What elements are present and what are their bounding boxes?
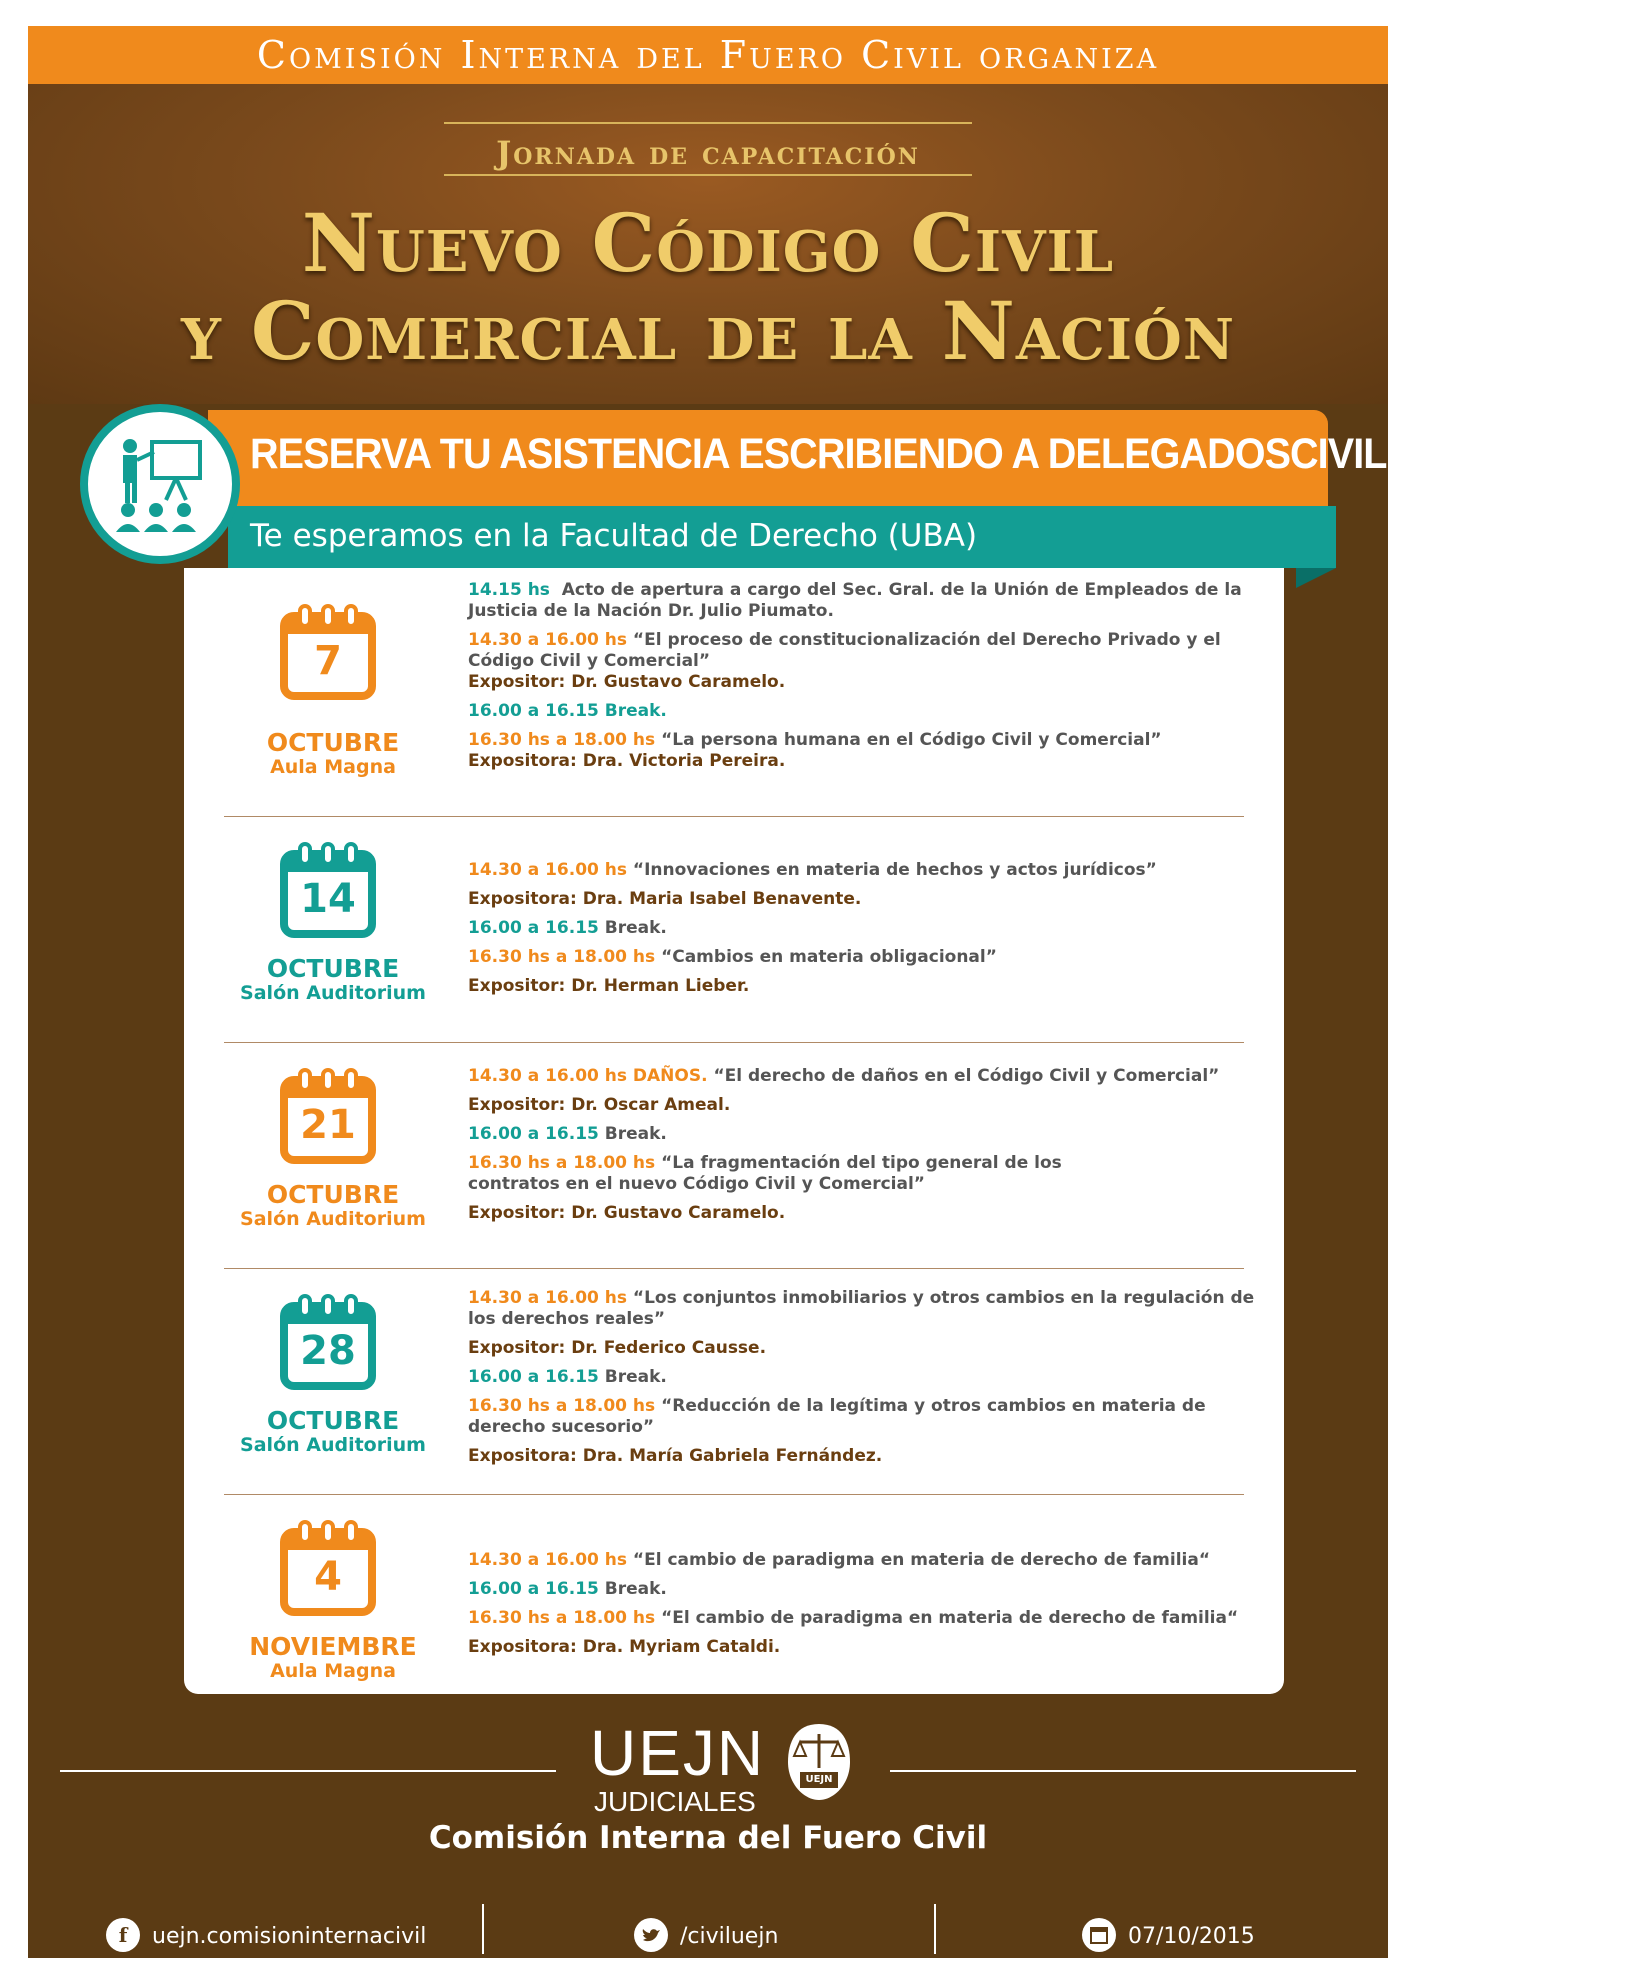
venue-label: Aula Magna	[270, 1660, 396, 1682]
organizer-banner: Comisión Interna del Fuero Civil organiza	[28, 26, 1388, 84]
time-slot: 16.00 a 16.15	[468, 1367, 599, 1387]
agenda-text: Break.	[604, 1367, 667, 1387]
venue-label: Salón Auditorium	[240, 982, 426, 1004]
agenda-text: Break.	[604, 1579, 667, 1599]
calendar-day: 14	[300, 876, 356, 922]
agenda-text: Acto de apertura a cargo del Sec. Gral. de la Unión de Empleados de la Justicia de la Nación Dr. Julio Piumato.	[468, 580, 1242, 621]
reservation-text: RESERVA TU ASISTENCIA ESCRIBIENDO A DELEGADOSCIVIL@GMAIL.COM	[250, 430, 1647, 478]
venue-label: Salón Auditorium	[240, 1208, 426, 1230]
speaker: Expositor: Dr. Gustavo Caramelo.	[468, 672, 786, 692]
agenda-text: Break.	[604, 918, 667, 938]
time-slot: 16.00 a 16.15	[468, 918, 599, 938]
time-slot: 14.30 a 16.00 hs	[468, 860, 627, 880]
time-slot: 16.00 a 16.15	[468, 1124, 599, 1144]
session-agenda	[468, 1066, 1258, 1232]
agenda-text: “Cambios en materia obligacional”	[661, 947, 997, 967]
agenda-text: “El derecho de daños en el Código Civil y Comercial”	[713, 1066, 1220, 1086]
uejn-seal	[784, 1720, 854, 1804]
schedule-card	[184, 568, 1284, 1694]
facebook-link[interactable]: uejn.comisioninternacivil	[152, 1924, 427, 1949]
speaker: Expositora: Dra. Myriam Cataldi.	[468, 1637, 781, 1657]
title-rule-top	[444, 122, 972, 124]
calendar-day: 7	[314, 638, 342, 684]
time-slot: 14.30 a 16.00 hs	[468, 1288, 627, 1308]
time-slot: 14.15 hs	[468, 580, 550, 600]
speaker: Expositor: Dr. Federico Causse.	[468, 1338, 767, 1358]
speaker: Expositora: Dra. Maria Isabel Benavente.	[468, 889, 862, 909]
poster	[28, 26, 1647, 1958]
session-agenda	[468, 1288, 1258, 1475]
presentation-icon	[88, 412, 232, 556]
footer-separator	[934, 1904, 936, 1954]
session-agenda	[468, 1550, 1258, 1666]
calendar-month: OCTUBRE	[266, 728, 400, 757]
speaker: Expositora: Dra. María Gabriela Fernández.	[468, 1446, 883, 1466]
footer-rule-left	[60, 1770, 556, 1772]
agenda-text: “El cambio de paradigma en materia de derecho de familia“	[661, 1608, 1239, 1628]
calendar-day: 4	[314, 1554, 342, 1600]
venue-band-fold	[1296, 568, 1336, 588]
seal-text: UEJN	[805, 1774, 833, 1785]
time-slot: 14.30 a 16.00 hs	[468, 630, 627, 650]
calendar-day: 21	[300, 1102, 356, 1148]
calendar-date-icon	[1082, 1918, 1116, 1952]
time-slot: 16.30 hs a 18.00 hs	[468, 1608, 656, 1628]
agenda-text: “Innovaciones en materia de hechos y actos jurídicos”	[632, 860, 1157, 880]
venue-label: Salón Auditorium	[240, 1434, 426, 1456]
session-divider	[224, 1268, 1244, 1269]
twitter-link[interactable]: /civiluejn	[680, 1924, 779, 1949]
agenda-text: “El proceso de constitucionalización del Derecho Privado y el Código Civil y Comercial”	[468, 630, 1221, 671]
calendar-month: OCTUBRE	[266, 1406, 400, 1435]
time-slot: 16.00 a 16.15	[468, 1579, 599, 1599]
agenda-text: “El cambio de paradigma en materia de derecho de familia“	[632, 1550, 1211, 1570]
event-title-line2: y Comercial de la Nación	[180, 284, 1235, 378]
uejn-logo-text: UEJN	[590, 1717, 766, 1789]
speaker: Expositor: Dr. Herman Lieber.	[468, 976, 750, 996]
venue-label: Aula Magna	[270, 756, 396, 778]
twitter-icon	[634, 1918, 668, 1952]
time-slot: 16.00 a 16.15 Break.	[468, 701, 667, 721]
presentation-badge	[80, 404, 240, 564]
venue-text: Te esperamos en la Facultad de Derecho (UBA)	[250, 518, 978, 554]
session-divider	[224, 1494, 1244, 1495]
calendar-month: OCTUBRE	[266, 954, 400, 983]
uejn-logo-subtitle: JUDICIALES	[594, 1786, 756, 1817]
agenda-text: “La fragmentación del tipo general de los contratos en el nuevo Código Civil y Comercial”	[468, 1153, 1062, 1194]
time-slot: 16.30 hs a 18.00 hs	[468, 730, 656, 750]
scales-of-justice-icon	[784, 1720, 854, 1804]
organizer-name: Comisión Interna del Fuero Civil	[428, 1820, 988, 1856]
speaker: Expositor: Dr. Gustavo Caramelo.	[468, 1203, 786, 1223]
calendar-month: OCTUBRE	[266, 1180, 400, 1209]
time-slot: 16.30 hs a 18.00 hs	[468, 1153, 656, 1173]
time-slot: 16.30 hs a 18.00 hs	[468, 1396, 656, 1416]
agenda-text: “Los conjuntos inmobiliarios y otros cambios en la regulación de los derechos reales”	[468, 1288, 1255, 1329]
event-subtitle: Jornada de capacitación	[496, 134, 920, 172]
footer-rule-right	[890, 1770, 1356, 1772]
footer-separator	[482, 1904, 484, 1954]
agenda-text: Break.	[604, 1124, 667, 1144]
event-title-line1: Nuevo Código Civil	[301, 196, 1115, 290]
publication-date: 07/10/2015	[1128, 1924, 1255, 1949]
speaker: Expositora: Dra. Victoria Pereira.	[468, 751, 786, 771]
speaker: Expositor: Dr. Oscar Ameal.	[468, 1095, 731, 1115]
calendar-day: 28	[300, 1328, 356, 1374]
session-agenda	[468, 580, 1258, 780]
time-slot: 14.30 a 16.00 hs DAÑOS.	[468, 1066, 708, 1086]
time-slot: 16.30 hs a 18.00 hs	[468, 947, 656, 967]
agenda-text: “Reducción de la legítima y otros cambios en materia de derecho sucesorio”	[468, 1396, 1206, 1437]
session-agenda	[468, 860, 1258, 1005]
time-slot: 14.30 a 16.00 hs	[468, 1550, 627, 1570]
session-divider	[224, 1042, 1244, 1043]
session-divider	[224, 816, 1244, 817]
facebook-icon: f	[106, 1918, 140, 1952]
calendar-month: NOVIEMBRE	[249, 1632, 417, 1661]
title-rule-bottom	[444, 174, 972, 176]
agenda-text: “La persona humana en el Código Civil y Comercial”	[661, 730, 1162, 750]
